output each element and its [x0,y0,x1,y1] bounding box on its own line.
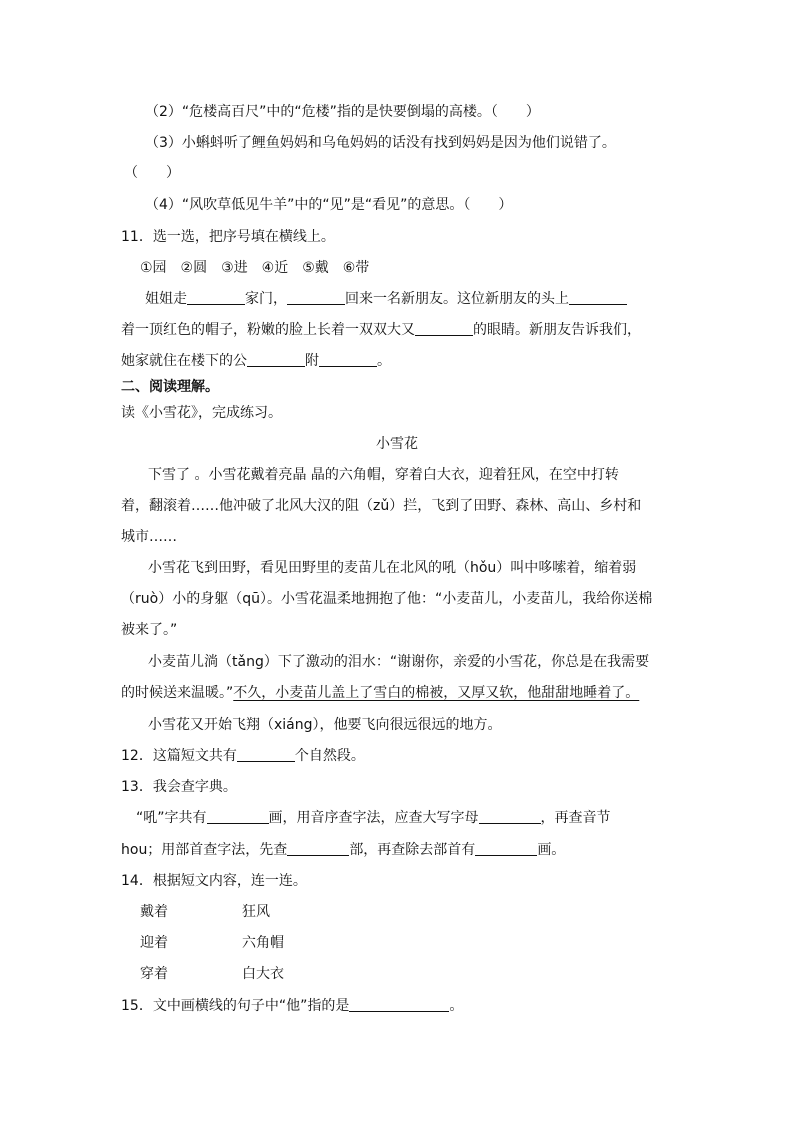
story-paragraph-1-line-2: 着，翻滚着……他冲破了北风大汉的阻（zǔ）拦，飞到了田野、森林、高山、乡村和 [121,498,642,514]
underlined-sentence: 不久，小麦苗儿盖上了雪白的棉被，又厚又软，他甜甜地睡着了。 [233,685,640,701]
answer-blank[interactable] [349,996,449,1012]
answer-blank[interactable] [287,289,345,305]
match-right-item[interactable]: 白大衣 [242,966,284,982]
story-title: 小雪花 [376,436,418,452]
answer-blank[interactable] [319,351,377,367]
match-left-item[interactable]: 戴着 [140,904,168,920]
q14-row-2 [0,933,794,953]
story-paragraph-3-line-2: 的时候送来温暖。”不久，小麦苗儿盖上了雪白的棉被，又厚又软，他甜甜地睡着了。 [121,685,640,701]
answer-blank[interactable] [415,320,473,336]
match-left-item[interactable]: 穿着 [140,966,168,982]
q10-item-2: （2）“危楼高百尺”中的“危楼”指的是快要倒塌的高楼。（ ） [145,104,540,120]
q15: 15．文中画横线的句子中“他”指的是 。 [121,998,464,1014]
answer-blank[interactable] [247,351,305,367]
q11-line-1: 姐姐走 家门， 回来一名新朋友。这位新朋友的头上 [0,289,794,309]
section-heading: 二、阅读理解。 [121,379,219,395]
q11-line-2: 着一顶红色的帽子，粉嫩的脸上长着一双双大又 的眼睛。新朋友告诉我们， [121,322,641,338]
answer-blank[interactable] [569,289,627,305]
q10-item-4: （4）“风吹草低见牛羊”中的“见”是“看见”的意思。（ ） [145,197,513,213]
q10-item-3-answer: （ ） [124,165,180,181]
answer-blank[interactable] [187,289,245,305]
q11-options: ①园 ②圆 ③进 ④近 ⑤戴 ⑥带 [140,260,370,276]
answer-blank[interactable] [237,746,295,762]
match-left-item[interactable]: 迎着 [140,935,168,951]
q13-line-1: “吼”字共有 画，用音序查字法，应查大写字母 ，再查音节 [136,810,611,826]
q12: 12．这篇短文共有 个自然段。 [121,748,365,764]
q13-line-2: hou；用部首查字法，先查 部，再查除去部首有 画。 [121,842,566,858]
story-paragraph-2-line-2: （ruò）小的身躯（qū）。小雪花温柔地拥抱了他：“小麦苗儿，小麦苗儿，我给你送棉 [121,591,653,607]
answer-blank[interactable] [207,808,269,824]
q14-row-1 [0,902,794,922]
story-paragraph-2-line-3: 被来了。” [121,622,178,638]
match-right-item[interactable]: 六角帽 [242,935,284,951]
answer-blank[interactable] [287,840,349,856]
story-paragraph-1-line-3: 城市…… [121,529,177,545]
q14-row-3 [0,964,794,984]
answer-blank[interactable] [479,808,541,824]
story-paragraph-2: 小雪花飞到田野，看见田野里的麦苗儿在北风的吼（hǒu）叫中哆嗦着，缩着弱 [148,560,637,576]
match-right-item[interactable]: 狂风 [242,904,270,920]
q13-title: 13．我会查字典。 [121,779,237,795]
q14-title: 14．根据短文内容，连一连。 [121,873,307,889]
story-paragraph-1: 下雪了 。小雪花戴着亮晶 晶的六角帽，穿着白大衣，迎着狂风，在空中打转 [148,467,619,483]
q11-line-3: 她家就住在楼下的公 附 。 [121,353,391,369]
reading-intro: 读《小雪花》，完成练习。 [121,405,282,421]
answer-blank[interactable] [475,840,537,856]
story-paragraph-3: 小麦苗儿淌（tǎng）下了激动的泪水：“谢谢你，亲爱的小雪花，你总是在我需要 [148,654,650,670]
story-paragraph-4: 小雪花又开始飞翔（xiáng），他要飞向很远很远的地方。 [148,717,502,733]
q10-item-3: （3）小蝌蚪听了鲤鱼妈妈和乌龟妈妈的话没有找到妈妈是因为他们说错了。 [145,135,616,151]
q11-title: 11．选一选，把序号填在横线上。 [121,229,335,245]
